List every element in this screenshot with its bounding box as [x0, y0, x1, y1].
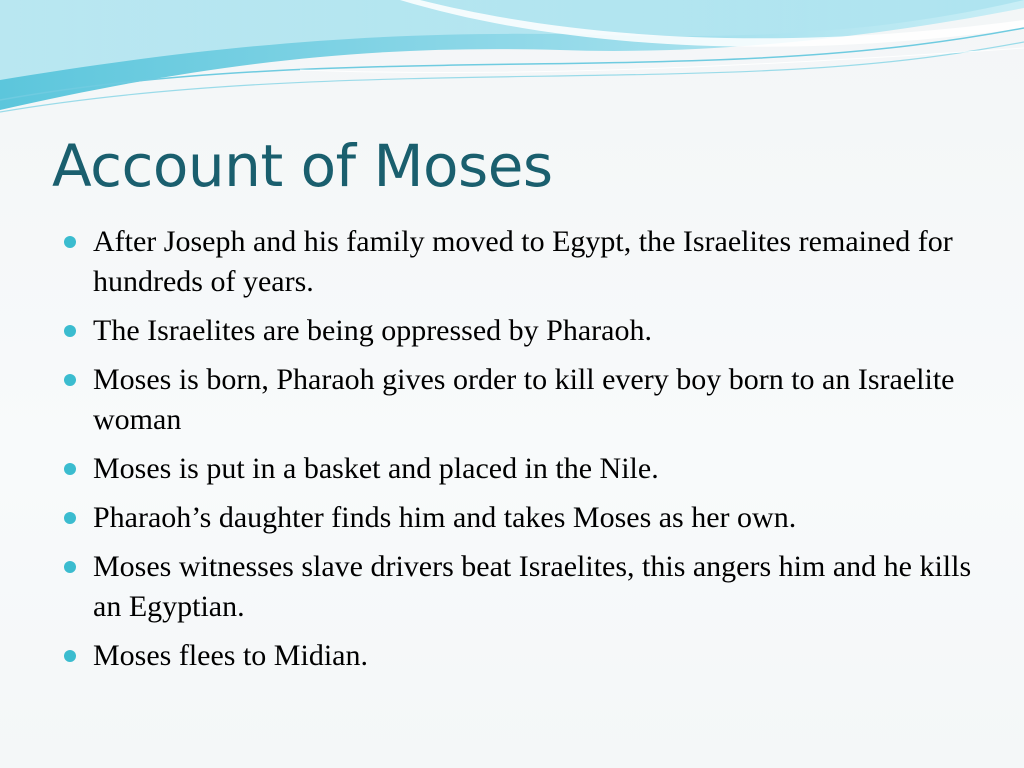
bullet-dot-icon: [64, 650, 76, 662]
header-wave-decoration: [0, 0, 1024, 130]
bullet-item: [62, 636, 972, 676]
bullet-item: [62, 449, 972, 489]
bullet-dot-icon: [64, 374, 76, 386]
bullet-item: [62, 222, 972, 302]
bullet-dot-icon: [64, 325, 76, 337]
bullet-dot-icon: [64, 512, 76, 524]
bullet-text: Moses is born, Pharaoh gives order to kill every boy born to an Israelite woman: [93, 363, 955, 436]
bullet-list: [62, 222, 972, 685]
bullet-text: The Israelites are being oppressed by Pharaoh.: [93, 314, 652, 347]
bullet-text: Moses flees to Midian.: [93, 639, 368, 672]
bullet-item: [62, 547, 972, 627]
slide-title: Account of Moses: [52, 132, 553, 200]
bullet-text: After Joseph and his family moved to Egypt, the Israelites remained for hundreds of years.: [93, 225, 953, 298]
bullet-item: [62, 311, 972, 351]
bullet-dot-icon: [64, 463, 76, 475]
bullet-text: Pharaoh’s daughter finds him and takes Moses as her own.: [93, 501, 797, 534]
bullet-item: [62, 498, 972, 538]
bullet-dot-icon: [64, 561, 76, 573]
bullet-item: [62, 360, 972, 440]
bullet-text: Moses is put in a basket and placed in the Nile.: [93, 452, 659, 485]
bullet-text: Moses witnesses slave drivers beat Israelites, this angers him and he kills an Egyptian.: [93, 550, 972, 623]
bullet-dot-icon: [64, 236, 76, 248]
